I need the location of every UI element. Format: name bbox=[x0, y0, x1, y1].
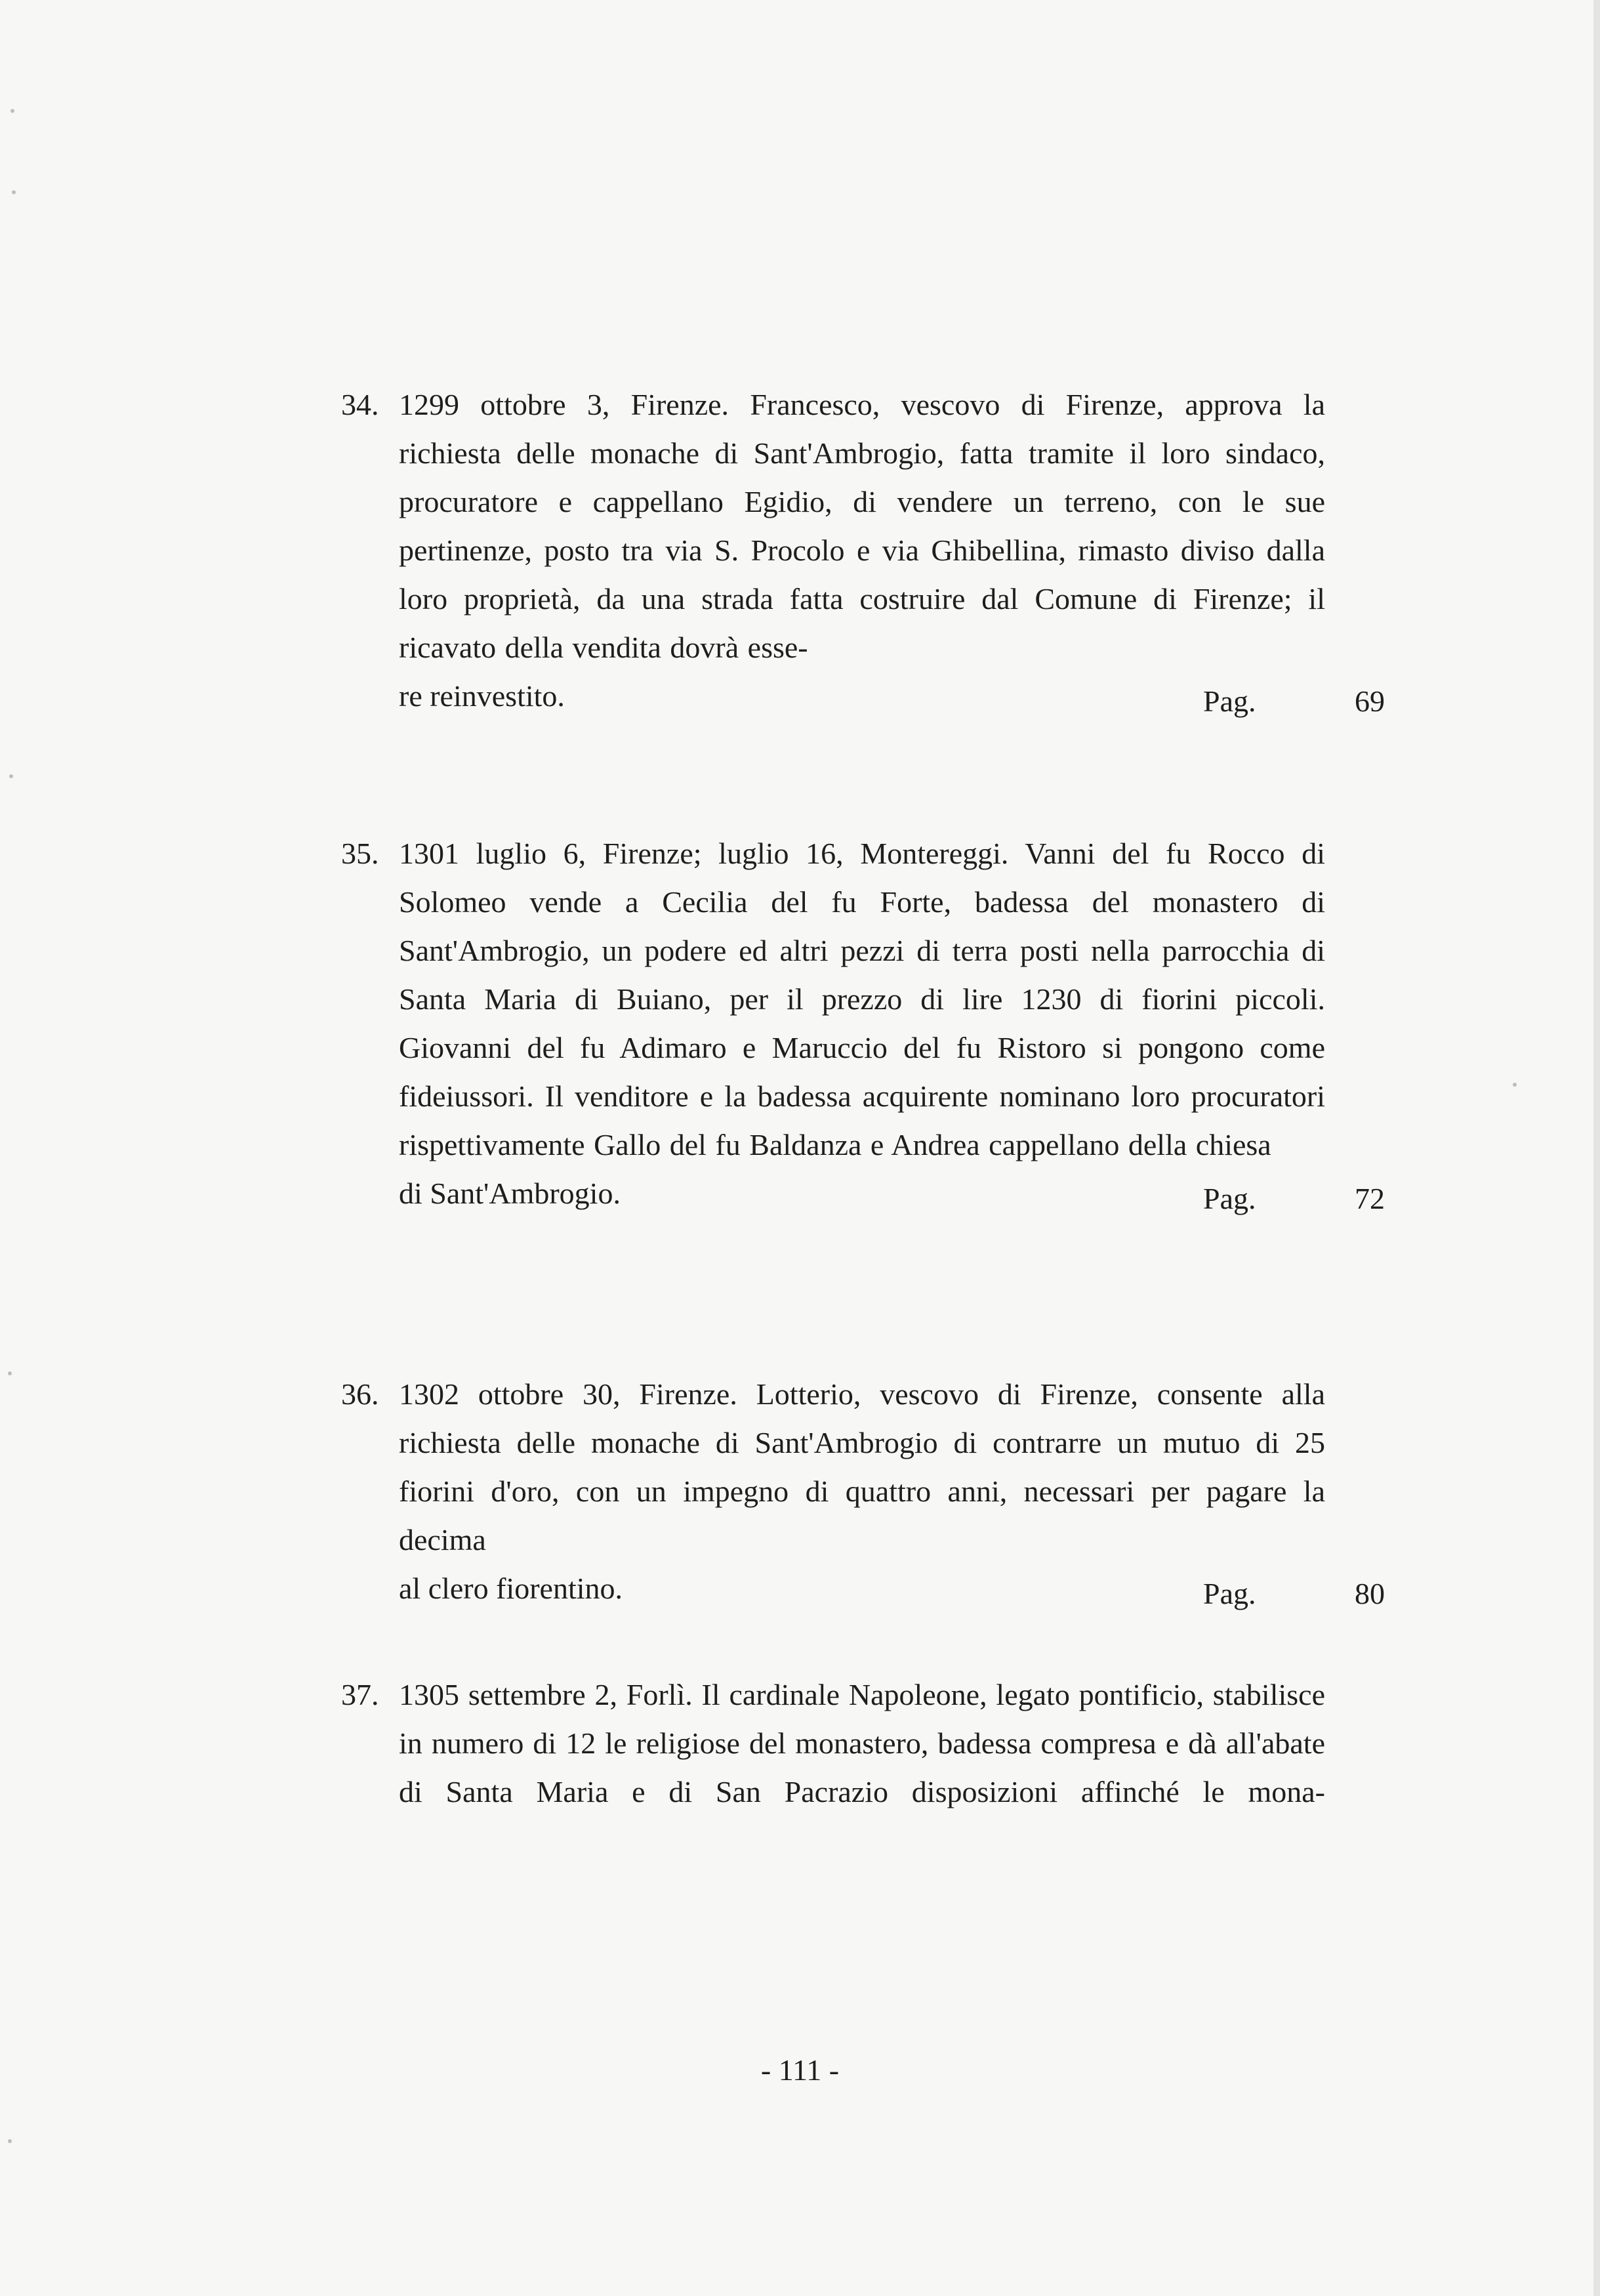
page-reference: 80 bbox=[1355, 1577, 1385, 1610]
paper-speck bbox=[8, 1371, 12, 1375]
page-reference: 72 bbox=[1355, 1182, 1385, 1215]
entry-36 bbox=[341, 1370, 1385, 1613]
entry-number: 37. bbox=[341, 1678, 379, 1711]
paper-speck bbox=[10, 109, 14, 113]
page-number: - 111 - bbox=[760, 2053, 840, 2087]
paper-speck bbox=[1513, 1083, 1517, 1087]
entry-last-line: re reinvestito. bbox=[399, 679, 565, 713]
entry-last-line: di Sant'Ambrogio. bbox=[399, 1177, 621, 1210]
entry-number: 35. bbox=[341, 837, 379, 870]
pag-label: Pag. bbox=[1203, 1182, 1256, 1215]
entry-last-line: al clero fiorentino. bbox=[399, 1572, 623, 1605]
entry-37 bbox=[341, 1671, 1338, 1816]
entry-text: 1299 ottobre 3, Firenze. Francesco, vescovo di Firenze, approva la richiesta delle monache di Sant'Ambrogio, fatta tramite il loro sindaco, procuratore e cappellano Egidio, di vendere un terreno, con le sue pertinenze, posto tra via S. Procolo e via Ghibellina, rimasto diviso dalla loro proprietà, da una strada fatta costruire dal Comune di Firenze; il ricavato della vendita dovrà esse- bbox=[399, 388, 1325, 664]
entry-34 bbox=[341, 381, 1385, 720]
paper-speck bbox=[12, 190, 16, 194]
entry-35 bbox=[341, 829, 1385, 1218]
paper-speck bbox=[9, 774, 13, 778]
entry-text: 1301 luglio 6, Firenze; luglio 16, Montereggi. Vanni del fu Rocco di Solomeo vende a Cecilia del fu Forte, badessa del monastero di Sant'Ambrogio, un podere ed altri pezzi di terra posti nella parrocchia di Santa Maria di Buiano, per il prezzo di lire 1230 di fiorini piccoli. Giovanni del fu Adimaro e Maruccio del fu Ristoro si pongono come fideiussori. Il venditore e la badessa acquirente nominano loro procuratori rispettivamente Gallo del fu Baldanza e Andrea cappellano della chiesa bbox=[399, 837, 1325, 1161]
entry-last-line-row bbox=[399, 1169, 1385, 1218]
entry-number: 34. bbox=[341, 388, 379, 421]
pag-label: Pag. bbox=[1203, 684, 1256, 718]
page-reference: 69 bbox=[1355, 684, 1385, 718]
entry-text: 1302 ottobre 30, Firenze. Lotterio, vescovo di Firenze, consente alla richiesta delle monache di Sant'Ambrogio di contrarre un mutuo di 25 fiorini d'oro, con un impegno di quattro anni, necessari per pagare la decima bbox=[399, 1377, 1325, 1556]
entry-number: 36. bbox=[341, 1377, 379, 1411]
entry-text: 1305 settembre 2, Forlì. Il cardinale Napoleone, legato pontificio, stabilisce in numero di 12 le religiose del monastero, badessa compresa e dà all'abate di Santa Maria e di San Pacrazio disposizioni affinché le mona- bbox=[399, 1678, 1325, 1808]
paper-speck bbox=[8, 2139, 12, 2143]
entry-last-line-row bbox=[399, 672, 1385, 720]
entry-last-line-row bbox=[399, 1564, 1385, 1613]
page-edge-shadow bbox=[1593, 0, 1600, 2296]
pag-label: Pag. bbox=[1203, 1577, 1256, 1610]
